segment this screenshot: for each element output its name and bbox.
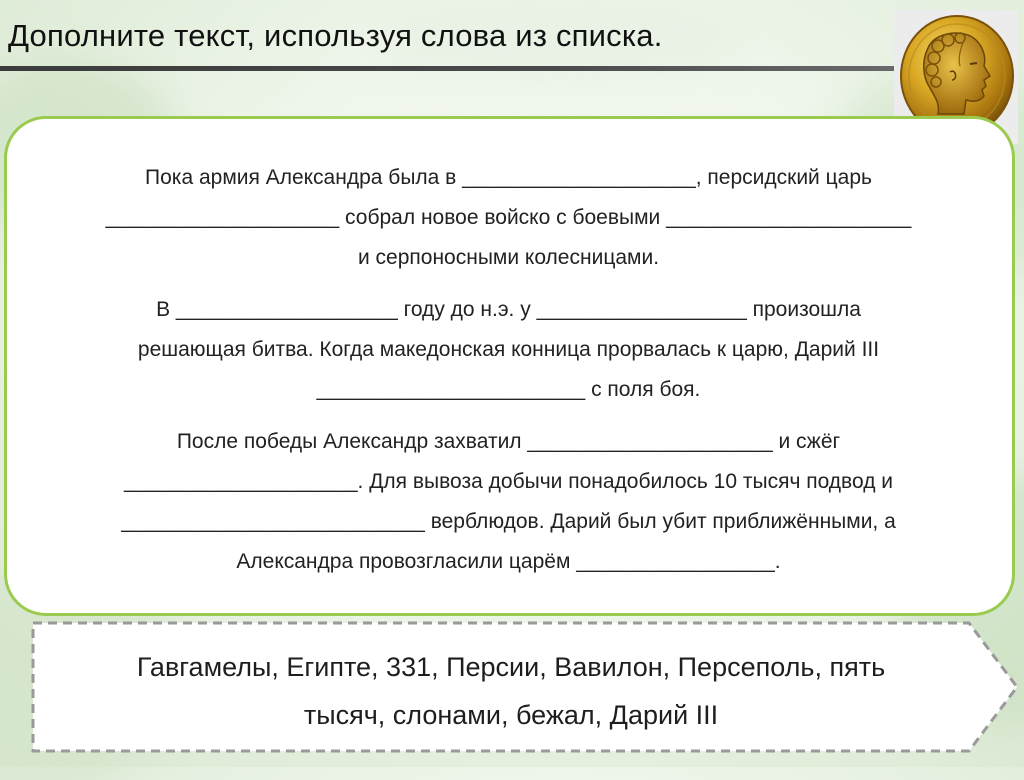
text-line: и серпоносными колесницами. — [357, 246, 660, 269]
text-line: После победы Александр захватил _____________________ и сжёг — [176, 430, 841, 453]
paragraph-3 — [0, 422, 1017, 582]
text-line: В ___________________ году до н.э. у __________________ произошла — [156, 298, 861, 321]
text-line: Пока армия Александра была в ____________________, персидский царь — [145, 166, 872, 189]
text-line: ____________________. Для вывоза добычи понадобилось 10 тысяч подвод и — [123, 470, 894, 493]
title-underline — [0, 66, 905, 71]
text-line: Александра провозгласили царём _________________. — [236, 550, 781, 573]
text-line: _______________________ с поля боя. — [316, 378, 701, 401]
word-bank — [31, 621, 1021, 753]
word-bank-line: Гавгамелы, Египте, 331, Персии, Вавилон, Персеполь, пять — [136, 652, 886, 682]
paragraph-1 — [0, 158, 1017, 278]
text-line: __________________________ верблюдов. Дарий был убит приближёнными, а — [121, 510, 896, 533]
word-bank-text — [41, 643, 981, 739]
slide-title: Дополните текст, используя слова из списка. — [8, 18, 663, 53]
word-bank-line: тысяч, слонами, бежал, Дарий III — [303, 700, 719, 730]
text-line: решающая битва. Когда македонская конница прорвалась к царю, Дарий III — [137, 338, 880, 361]
text-line: ____________________ собрал новое войско с боевыми _____________________ — [105, 206, 912, 229]
paragraph-2 — [0, 290, 1017, 410]
